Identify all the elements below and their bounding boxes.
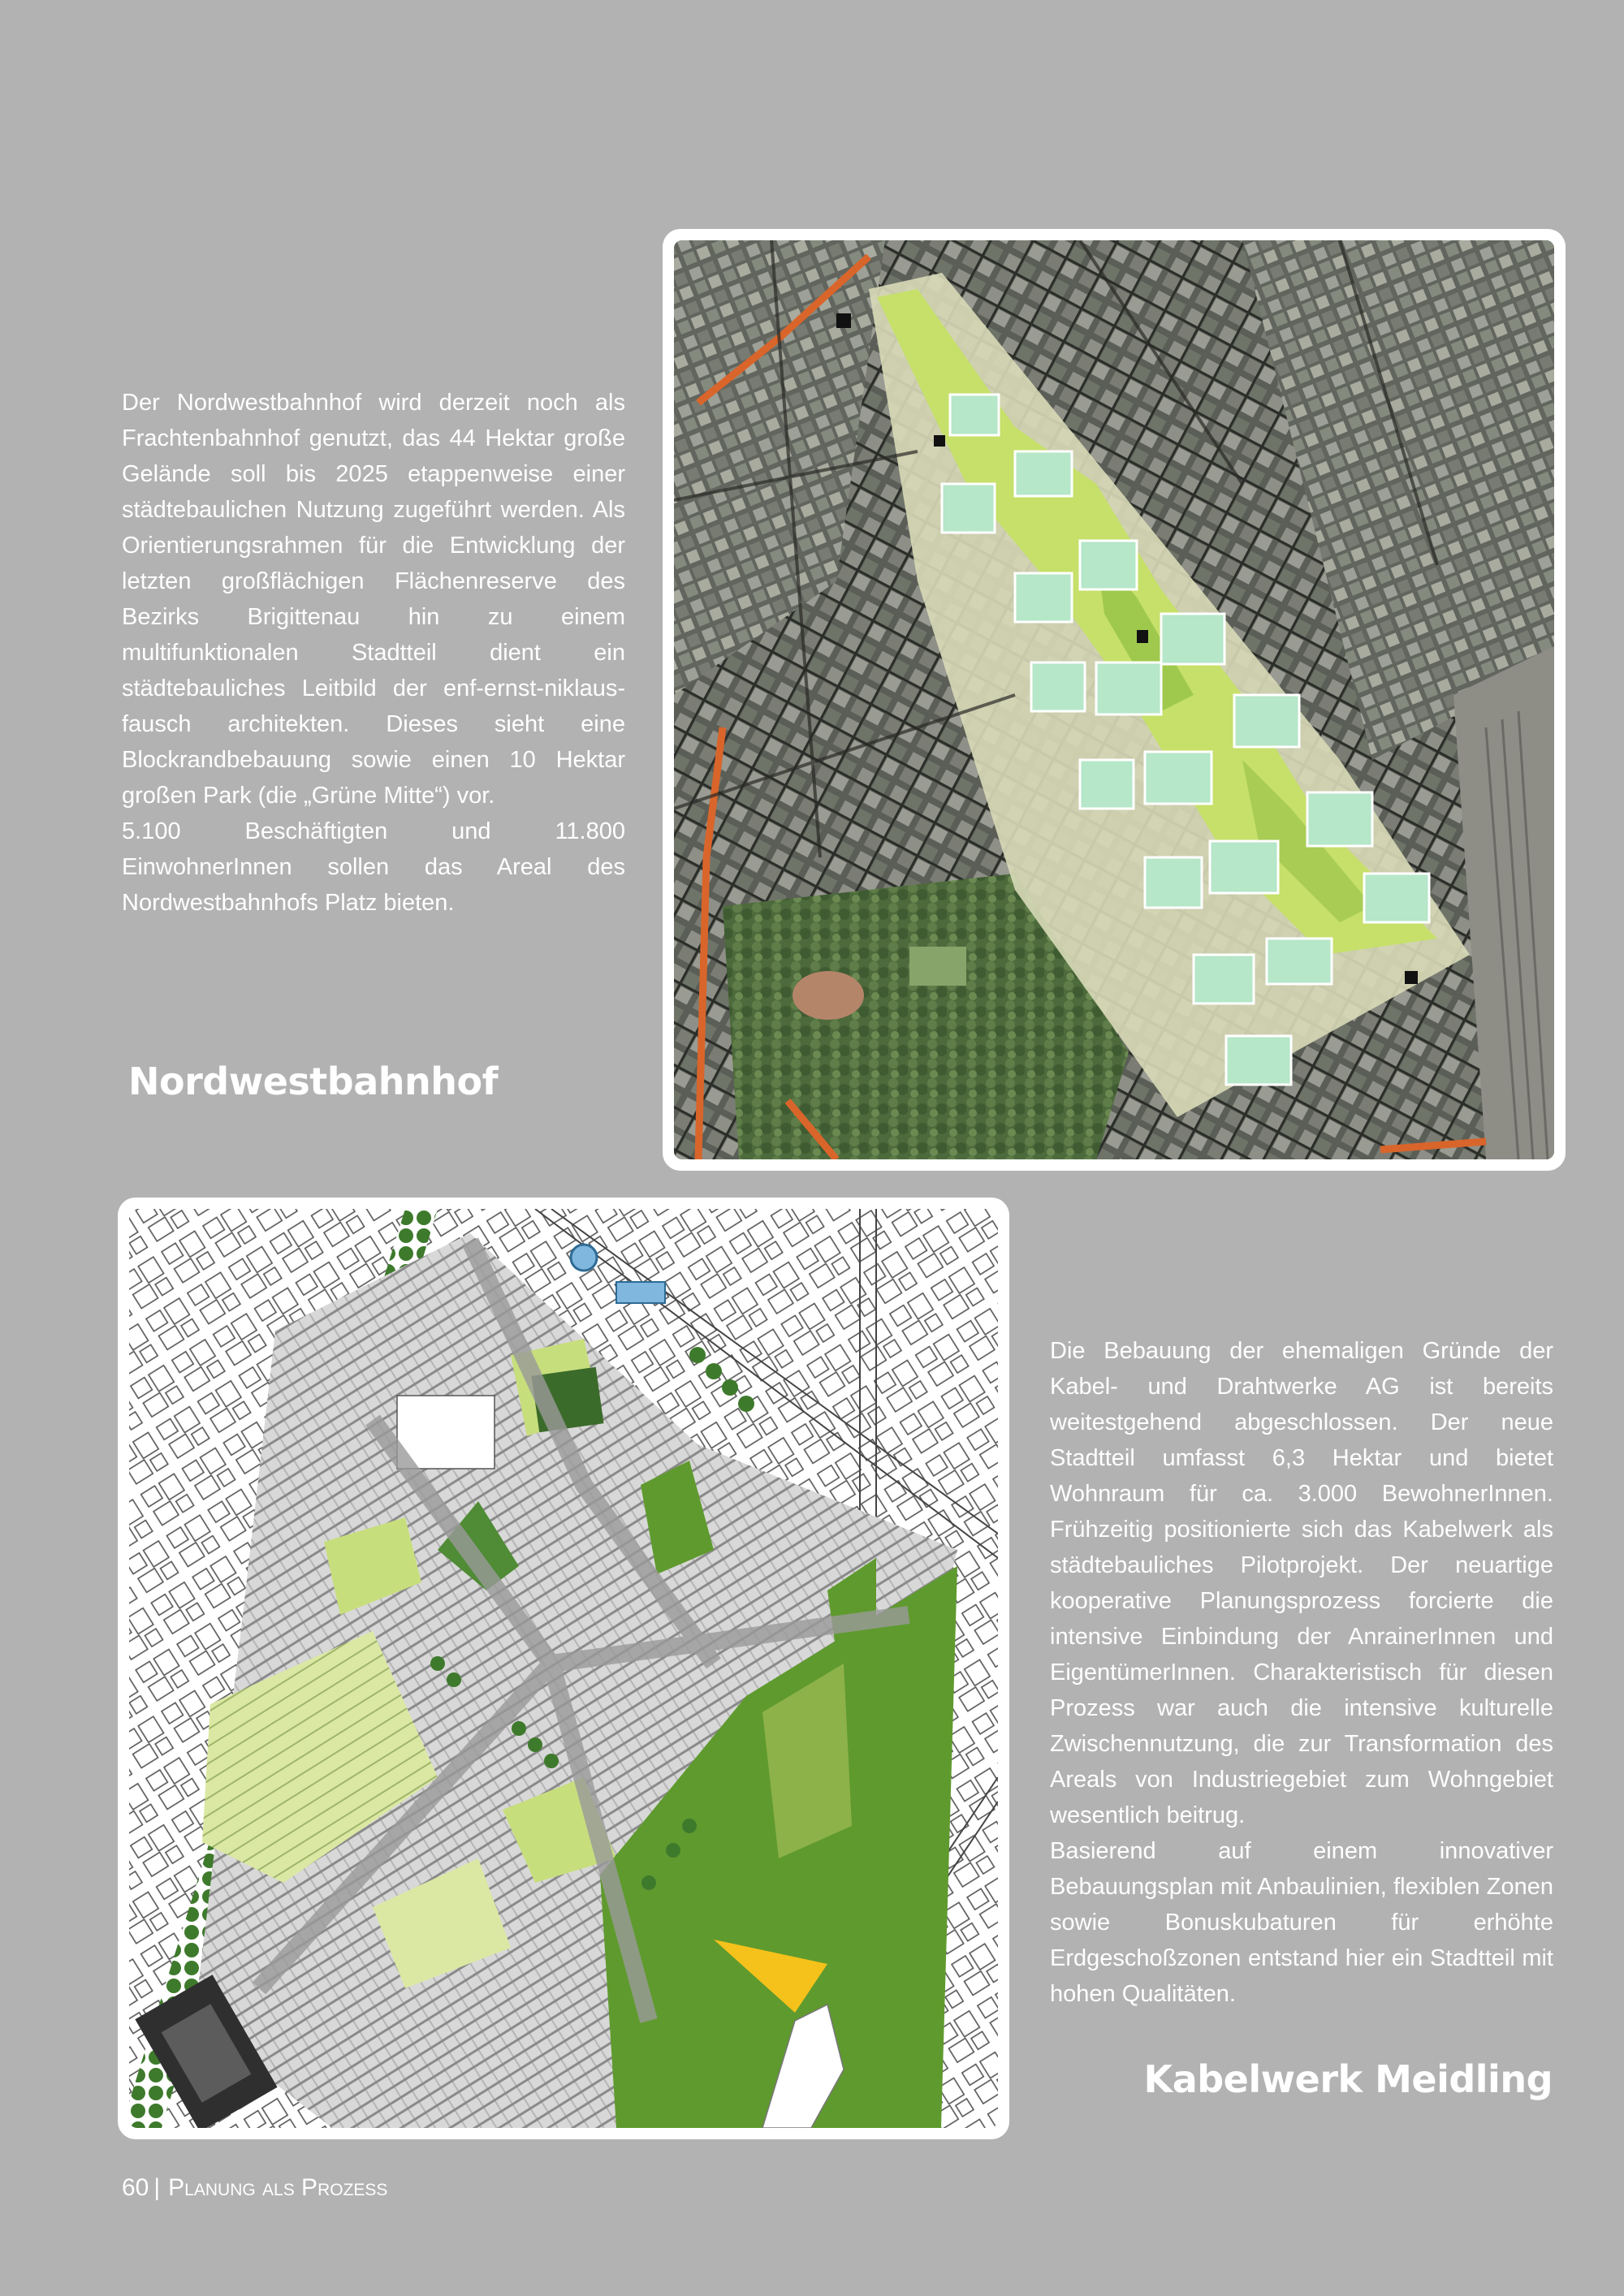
kabelwerk-description bbox=[1050, 1333, 1553, 2012]
nordwestbahnhof-description bbox=[122, 385, 625, 921]
kabelwerk-site-plan-image bbox=[129, 1209, 998, 2128]
kabelwerk-paragraph: Die Bebauung der ehemaligen Gründe der Kabel- und Drahtwerke AG ist bereits weitestgehend abgeschlossen. Der neue Stadtteil umfasst 6,3 Hektar und bietet Wohnraum für ca. 3.000 BewohnerInnen. Frühzeitig positionierte sich das Kabelwerk als städtebauliches Pilotprojekt. Der neuartige kooperative Planungsprozess forcierte die intensive Einbindung der AnrainerInnen und EigentümerInnen. Charakteristisch für diesen Prozess war auch die intensive kulturelle Zwischennutzung, die zur Transformation des Areals von Industriegebiet zum Wohngebiet wesentlich beitrug. bbox=[1050, 1338, 1553, 1828]
nordwestbahnhof-paragraph: Der Nordwestbahnhof wird derzeit noch als Frachtenbahnhof genutzt, das 44 Hektar große Gelände soll bis 2025 etappenweise einer städtebaulichen Nutzung zugeführt werden. Als Orientierungsrahmen für die Entwicklung der letzten großflächigen Flächenreserve des Bezirks Brigittenau hin zu einem multifunktionalen Stadtteil dient ein städtebauliches Leitbild der enf-ernst-niklaus-fausch architekten. Dieses sieht eine Blockrandbebauung sowie einen 10 Hektar großen Park (die „Grüne Mitte“) vor. bbox=[122, 390, 625, 809]
chapter-title: Planung als Prozess bbox=[168, 2174, 388, 2201]
nordwestbahnhof-heading: Nordwestbahnhof bbox=[128, 1060, 499, 1103]
footer-separator: | bbox=[153, 2174, 161, 2201]
page-footer bbox=[122, 2174, 387, 2202]
kabelwerk-heading: Kabelwerk Meidling bbox=[1143, 2057, 1553, 2101]
nordwestbahnhof-aerial-image bbox=[674, 240, 1554, 1159]
kabelwerk-site-plan-frame bbox=[118, 1198, 1009, 2139]
nordwestbahnhof-paragraph: 5.100 Beschäftigten und 11.800 EinwohnerInnen sollen das Areal des Nordwestbahnhofs Platz bieten. bbox=[122, 818, 625, 916]
kabelwerk-paragraph: Basierend auf einem innovativer Bebauungsplan mit Anbaulinien, flexiblen Zonen sowie Bonuskubaturen für erhöhte Erdgeschoßzonen entstand hier ein Stadtteil mit hohen Qualitäten. bbox=[1050, 1838, 1553, 2007]
nordwestbahnhof-aerial-image-frame bbox=[663, 229, 1566, 1171]
page-number: 60 bbox=[122, 2174, 149, 2201]
